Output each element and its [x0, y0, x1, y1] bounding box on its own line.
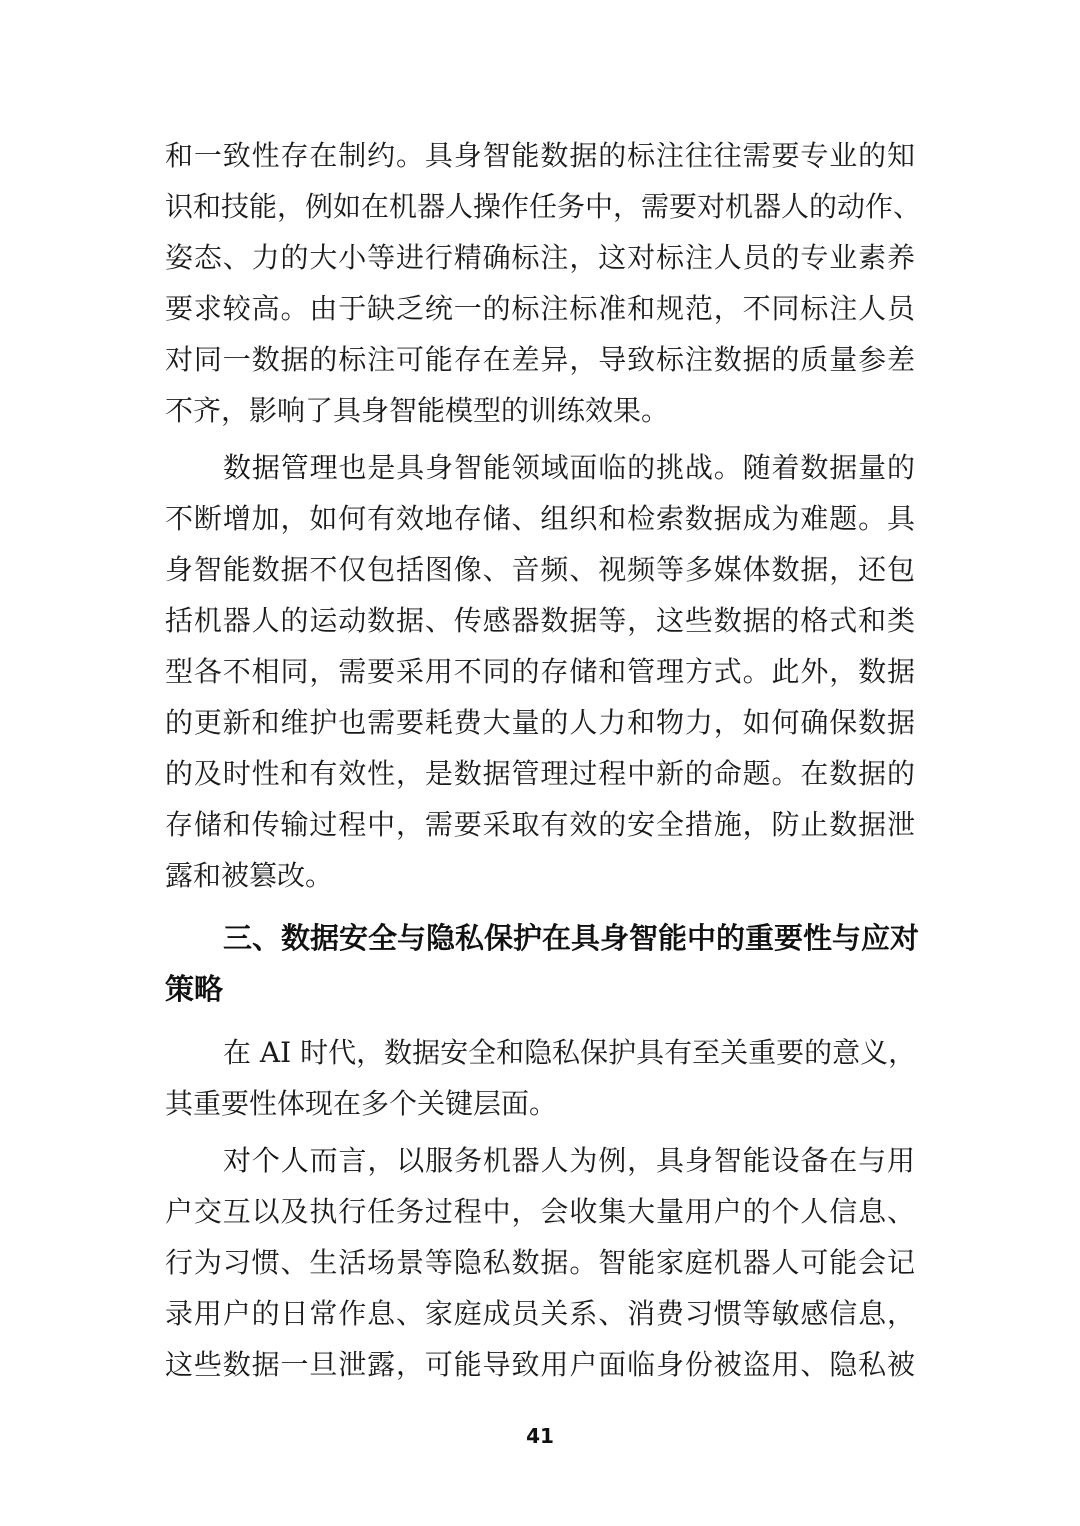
- paragraph-individual: [165, 1135, 915, 1390]
- text-fragment: 也是具身智能领域面临的挑战。随着数据量的: [338, 451, 915, 484]
- section-heading: [165, 913, 920, 1015]
- text-line: 这些数据一旦泄露，可能导致用户面临身份被盗用、隐私被: [165, 1348, 915, 1381]
- page-number: 41: [526, 1424, 554, 1448]
- text-line: 录用户的日常作息、家庭成员关系、消费习惯等敏感信息，: [165, 1297, 915, 1330]
- body-text: [165, 130, 922, 1390]
- text-line: 识和技能，例如在机器人操作任务中，需要对机器人的动作、: [165, 190, 922, 223]
- text-line: 对同一数据的标注可能存在差异，导致标注数据的质量参差: [165, 343, 915, 376]
- text-line: 括机器人的运动数据、传感器数据等，这些数据的格式和类: [165, 604, 915, 637]
- text-line: 要求较高。由于缺乏统一的标注标准和规范，不同标注人员: [165, 292, 915, 325]
- text-line: 姿态、力的大小等进行精确标注，这对标注人员的专业素养: [165, 241, 915, 274]
- text-line: 的及时性和有效性，是数据管理过程中新的命题。在数据的: [165, 757, 915, 790]
- text-line: 在 AI 时代，数据安全和隐私保护具有至关重要的意义，: [223, 1036, 917, 1069]
- text-line: 行为习惯、生活场景等隐私数据。智能家庭机器人可能会记: [165, 1246, 915, 1279]
- text-line: [165, 1135, 915, 1186]
- text-line: 露和被篡改。: [165, 859, 334, 892]
- text-line: 型各不相同，需要采用不同的存储和管理方式。此外，数据: [165, 655, 915, 688]
- text-fragment: ，以服务机器人为例，具身智能设备在与用: [367, 1144, 915, 1177]
- text-line: 身智能数据不仅包括图像、音频、视频等多媒体数据，还包: [165, 553, 915, 586]
- heading-line: 三、数据安全与隐私保护在具身智能中的重要性与应对: [223, 921, 920, 955]
- text-line: 户交互以及执行任务过程中，会收集大量用户的个人信息、: [165, 1195, 915, 1228]
- text-line: 不齐，影响了具身智能模型的训练效果。: [165, 394, 670, 427]
- paragraph-data-management: [165, 442, 915, 901]
- text-line: [165, 442, 915, 493]
- paragraph-importance-intro: [165, 1027, 915, 1129]
- paragraph-annotation-constraints: [165, 130, 922, 436]
- text-line: 的更新和维护也需要耗费大量的人力和物力，如何确保数据: [165, 706, 915, 739]
- paragraph-lead-term: 数据管理: [223, 451, 339, 484]
- paragraph-lead-term: 对个人而言: [223, 1144, 368, 1177]
- text-line: 不断增加，如何有效地存储、组织和检索数据成为难题。具: [165, 502, 915, 535]
- text-line: 和一致性存在制约。具身智能数据的标注往往需要专业的知: [165, 139, 915, 172]
- text-line: 其重要性体现在多个关键层面。: [165, 1087, 558, 1120]
- heading-line: 策略: [165, 972, 224, 1006]
- text-line: 存储和传输过程中，需要采取有效的安全措施，防止数据泄: [165, 808, 915, 841]
